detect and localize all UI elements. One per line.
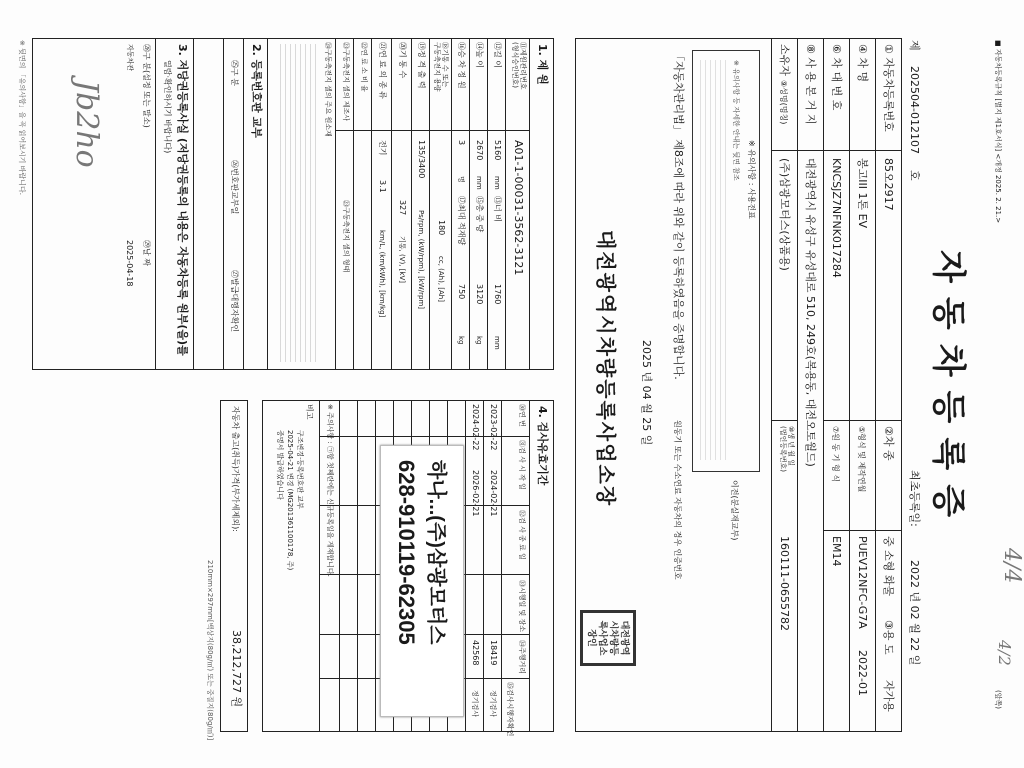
value-engine-type: EM14 <box>830 536 843 567</box>
mortgage-note: 자동차관 <box>126 44 134 72</box>
label-seats: ⑯승 차 정 원 <box>457 42 466 89</box>
remarks-line-3: 증명서 발급하였습니다 <box>276 430 284 500</box>
value-usage: 자가용 <box>882 680 895 712</box>
row-divider <box>411 38 412 370</box>
value-length: 5160 <box>493 140 502 161</box>
value-vin: KNCSJZ7NFNK017284 <box>830 158 843 278</box>
label-usage: ③용 도 <box>882 620 895 655</box>
inspection-row2-end: 2026-02-21 <box>471 470 480 517</box>
row-divider <box>487 38 488 370</box>
label-height: ⑭높 이 <box>475 42 484 68</box>
tax-value: 38,212,727 원 <box>230 630 243 708</box>
row-divider <box>335 38 336 370</box>
page-title: 자동차등록증 <box>928 250 968 532</box>
row-divider <box>797 38 798 732</box>
official-seal <box>580 610 636 666</box>
handwritten-signature: Jb2ho <box>69 80 104 168</box>
label-birthdate: ⑩생 년 월 일 (법인등록번호) <box>778 426 795 473</box>
remarks-label: 비고 <box>305 404 314 420</box>
sticker-account-number: 628-910119-62305 <box>394 460 419 645</box>
row-divider <box>391 38 392 370</box>
seal-text: 대전광역시차량등록사업소장인 <box>586 620 629 656</box>
unit-seats: 명 <box>457 176 465 183</box>
row-divider <box>849 38 850 732</box>
plate-col-agent: ㉗발급대행자확인 <box>230 270 239 333</box>
row-divider <box>823 38 824 732</box>
row-divider <box>357 400 358 732</box>
label-fuel-consumption: ㉒연 료 소 비 율 <box>360 42 368 92</box>
row-divider <box>223 38 224 370</box>
serial-suffix: 호 <box>908 170 921 181</box>
row-divider <box>353 38 354 370</box>
inspection-row1-end: 2024-02-21 <box>489 470 498 517</box>
label-cylinders: ⑳기 통 수 <box>398 42 407 79</box>
mortgage-col-type: ㉘구 분(설정 또는 말소) <box>142 44 151 128</box>
row-divider <box>483 400 484 732</box>
label-battery-maker: ㉓구동축전지 셀의 제조사 <box>342 42 350 122</box>
specs-fine-print <box>276 44 316 362</box>
inspection-row2-start: 2024-02-22 <box>471 404 480 451</box>
value-type-code: PUEV12NFC-G7A <box>856 536 869 629</box>
label-max-load: ⑰최대 적재량 <box>457 196 466 246</box>
label-spec-id: ⑪제원관리번호 (형식승인번호) <box>510 42 527 90</box>
row-divider <box>529 38 530 370</box>
sticker-bank-name: 하나...(주)삼광모터스 <box>425 460 447 645</box>
label-vin: ⑥ 차 대 번 호 <box>830 44 843 111</box>
notice-text: ※ 유의사항 등 자세한 안내는 뒷면 참조 <box>732 60 740 181</box>
plate-col-issue-date: ㉖번호판교부일 <box>230 160 239 215</box>
value-fuel-type: 전기 <box>378 140 387 156</box>
remarks-line-1: 구조변경·등록번호판 교부 <box>296 430 304 509</box>
value-fuel-efficiency: 3.1 <box>378 180 387 193</box>
certification-text: 「자동차관리법」 제8조에 따라 위와 같이 등록하였음을 증명합니다. <box>672 50 685 380</box>
inspection-col-no: ㉚연 번 <box>518 404 526 427</box>
label-type-date: ⑤형식 및 제작연월 <box>857 426 866 493</box>
value-cylinders: 327 <box>398 200 407 216</box>
unit-cylinder-battery: cc, (Ah), [Ah] <box>437 256 445 302</box>
value-height: 2670 <box>475 140 484 161</box>
notice-fine-print <box>698 60 726 460</box>
label-engine-type: ⑦원 동 기 형 식 <box>831 426 840 482</box>
row-divider <box>339 400 340 732</box>
label-vehicle-type: ②차 종 <box>882 426 895 461</box>
label-reg-number: ① 자동차등록번호 <box>882 44 895 132</box>
inspection-col-start: ㉛검 사 시 작 일 <box>518 440 526 490</box>
value-seats: 3 <box>457 140 466 146</box>
page-side-note: (앞쪽) <box>994 690 1002 709</box>
issuing-office: 대전광역시차량등록사업소장 <box>594 230 618 508</box>
inspection-row1-start: 2023-02-22 <box>489 404 498 451</box>
col-divider <box>320 436 530 437</box>
value-birthdate: 160111-0655782 <box>778 536 791 631</box>
col-divider <box>772 150 902 151</box>
row-divider <box>875 38 876 732</box>
paper-spec: 210mm×297mm[백상지(80g/㎡) 또는 중질지(80g/㎡)] <box>206 560 214 741</box>
unit-height: mm <box>475 176 483 190</box>
value-base-location: 대전광역시 유성구 유성대로 510, 249호(복용동, 대전오토월드) <box>804 158 817 467</box>
value-reg-number: 85오2917 <box>882 158 895 211</box>
inspection-col-who: ㉟검사시행자확인 <box>506 682 514 737</box>
handwritten-mark-2: 4/2 <box>995 640 1014 666</box>
tax-label: 자동차 출고(취득)가격(부가세제외): <box>231 406 240 532</box>
row-divider <box>429 38 430 370</box>
previous-owner-note: 이전(분실재교부) <box>730 480 739 541</box>
inspection-section-title: 4. 검사유효기간 <box>536 406 549 486</box>
label-gross-weight: ⑮총 중 량 <box>475 196 484 233</box>
value-spec-id: A01-1-00031-3562-3121 <box>512 140 525 276</box>
certification-text-2: 원동기 또는 수소연료 자동차의 경우 인증번호 <box>673 420 682 580</box>
unit-width: mm <box>493 336 501 350</box>
col-divider <box>772 420 798 421</box>
mortgage-date: 2025-04-18 <box>125 240 134 287</box>
mortgage-col-date: ㉙날 짜 <box>142 240 151 266</box>
label-rated-output: ⑲정 격 출 력 <box>417 42 426 89</box>
value-rated-output: 135/3400 <box>417 140 426 179</box>
value-width: 1760 <box>493 284 502 305</box>
inspection-row1-who: 정기검사 <box>489 690 497 718</box>
row-divider <box>469 38 470 370</box>
row-divider <box>451 38 452 370</box>
plate-col-category: ㉕구 분 <box>230 60 239 86</box>
value-cylinder-battery: 180 <box>437 220 446 236</box>
label-battery-material: ㉔구동축전지 셀의 주요 원소재 <box>324 42 332 137</box>
col-divider <box>336 130 530 131</box>
label-base-location: ⑧ 사 용 본 거 지 <box>804 44 817 125</box>
row-divider <box>529 400 530 732</box>
row-divider <box>505 38 506 370</box>
back-side-note: ※ 뒷면의 「유의사항」을 꼭 읽어보시기 바랍니다. <box>18 40 26 195</box>
mortgage-section-subtitle: 열람·확인하시기 바랍니다) <box>163 60 172 154</box>
unit-gross-weight: kg <box>475 336 483 345</box>
row-divider <box>267 38 268 370</box>
row-divider <box>155 38 156 370</box>
inspection-row2-who: 정기검사 <box>471 690 479 718</box>
serial-number: 202504-012107 <box>908 66 921 154</box>
remarks-line-2: 2025-04-21 변경 (MG201361100178, 주) <box>286 430 294 571</box>
plate-section-title: 2. 등록번호판 교부 <box>250 44 263 138</box>
label-cylinder-battery: ⑱기통 수 또는 구동축전지 용량 <box>432 42 449 92</box>
value-max-load: 750 <box>457 284 466 300</box>
issue-date: 2025 년 04 월 25 일 <box>640 340 653 446</box>
mortgage-section-title: 3. 저당권등록사실 (저당권등록의 내용은 자동차등록 원부(을)를 <box>176 44 189 356</box>
row-divider <box>771 38 772 732</box>
inspection-row2-km: 42568 <box>471 640 480 666</box>
bank-account-sticker <box>380 445 464 717</box>
label-battery-cell-type: ㉓구동축전지 셀의 형태 <box>342 200 350 273</box>
unit-fuel-efficiency: km/L, (km/kWh), [km/kg] <box>378 230 386 318</box>
col-divider <box>824 530 902 531</box>
value-vehicle-type: 중 소형 화물 <box>882 536 895 597</box>
row-divider <box>501 400 502 732</box>
label-model: ④ 차 명 <box>856 44 869 83</box>
label-width: ⑬너 비 <box>493 196 502 222</box>
unit-cylinders: 기통, (V), [kV] <box>398 236 406 283</box>
value-gross-weight: 3120 <box>475 284 484 305</box>
inspection-row1-km: 18419 <box>489 640 498 666</box>
unit-rated-output: Ps/rpm, (kW/rpm), [kW/rpm] <box>417 210 425 310</box>
notice-title: ※ 유의사항 : 사용전표 <box>747 140 756 219</box>
row-divider <box>193 38 194 370</box>
row-divider <box>465 400 466 732</box>
row-divider <box>243 38 244 370</box>
label-fuel-type: ㉑연 료 의 종 류 <box>378 42 387 99</box>
label-owner-name: ⑨성명(명칭) <box>779 80 788 125</box>
form-reference: ■ 자동차등록규칙 [별지 제1호서식] <개정 2025. 2. 21.> <box>994 40 1002 224</box>
label-length: ⑫길 이 <box>493 42 502 68</box>
caution-note: ※ 주의사항 : ㉠항 첫째란에는 신규등록일을 게재합니다. <box>326 404 334 577</box>
value-model: 봉고III 1톤 EV <box>856 158 869 229</box>
unit-max-load: kg <box>457 336 465 345</box>
value-manufacture-date: 2022-01 <box>856 650 869 696</box>
first-registration-date: 2022 년 02 월 22 일 <box>908 560 921 666</box>
col-divider <box>824 420 902 421</box>
row-divider <box>371 38 372 370</box>
inspection-col-place: ㉝시행일 및 장소 <box>518 580 526 633</box>
label-owner: 소유자 <box>778 44 791 76</box>
unit-length: mm <box>493 176 501 190</box>
inspection-col-end: ㉜검 사 종 료 일 <box>518 510 526 560</box>
serial-label: 제 <box>908 40 921 51</box>
handwritten-mark-1: 4/4 <box>999 548 1024 584</box>
first-registration-label: 최초등록일: <box>908 470 921 527</box>
specs-section-title: 1. 제 원 <box>536 44 549 85</box>
inspection-col-km: ㉞주행거리 <box>518 640 526 675</box>
row-divider <box>375 400 376 732</box>
value-owner-name: (주)삼광모터스(상품용) <box>778 158 791 271</box>
row-divider <box>319 400 320 732</box>
